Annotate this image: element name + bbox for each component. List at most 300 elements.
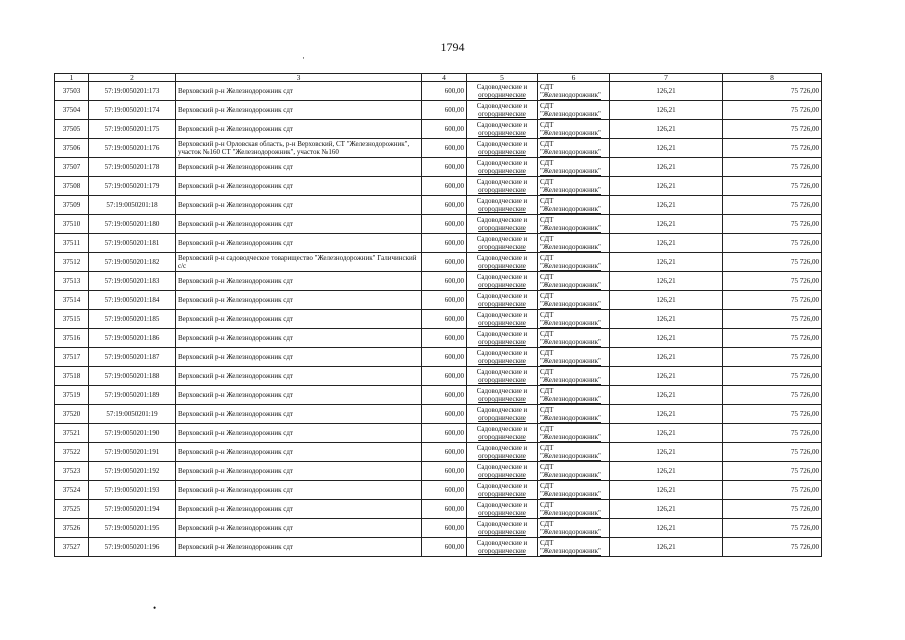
area-text: 600,00 [444,201,464,209]
cadastral-number-cell [89,291,176,310]
area-cell [422,424,467,443]
row-number-text: 37503 [62,87,81,95]
land-use-line-1: Садоводческие и [476,102,528,110]
organization-line-2: "Железнодорожник" [540,375,601,384]
land-use-cell [467,329,538,348]
specific-value-text: 126,21 [656,220,676,228]
specific-value-text: 126,21 [656,87,676,95]
cadastral-cost-cell [723,177,822,196]
specific-value-text: 126,21 [656,277,676,285]
organization-line-2: "Железнодорожник" [540,508,601,517]
specific-value-cell [610,348,723,367]
organization-line-2: "Железнодорожник" [540,147,601,156]
area-text: 600,00 [444,182,464,190]
cadastral-number-text: 57:19:0050201:175 [104,125,160,133]
cadastral-cost-cell [723,481,822,500]
cadastral-cost-text: 75 726,00 [791,410,819,418]
specific-value-text: 126,21 [656,505,676,513]
row-number-cell [55,538,89,557]
area-cell [422,538,467,557]
organization-cell [538,329,610,348]
cadastral-cost-text: 75 726,00 [791,315,819,323]
organization-line-1: СДТ [540,481,554,490]
land-use-line-2: огороднические [478,471,526,479]
address-text: Верховский р-н Железнодорожник сдт [178,410,293,418]
page-number: 1794 [440,40,465,54]
table-row [55,348,822,367]
organization-line-2: "Железнодорожник" [540,128,601,137]
specific-value-text: 126,21 [656,391,676,399]
organization-line-1: СДТ [540,500,554,509]
row-number-text: 37527 [62,543,81,551]
cadastral-number-text: 57:19:0050201:176 [104,144,160,152]
area-text: 600,00 [444,125,464,133]
area-text: 600,00 [444,334,464,342]
header-row [55,74,822,82]
land-use-line-2: огороднические [478,205,526,213]
cadastral-cost-text: 75 726,00 [791,524,819,532]
organization-cell [538,405,610,424]
specific-value-text: 126,21 [656,182,676,190]
land-use-line-1: Садоводческие и [476,83,528,91]
specific-value-text: 126,21 [656,410,676,418]
cadastral-number-cell [89,253,176,272]
cadastral-number-cell [89,177,176,196]
organization-line-1: СДТ [540,405,554,414]
organization-cell [538,500,610,519]
table-row [55,424,822,443]
organization-cell [538,291,610,310]
cadastral-cost-text: 75 726,00 [791,429,819,437]
specific-value-cell [610,196,723,215]
organization-line-1: СДТ [540,101,554,110]
land-use-line-1: Садоводческие и [476,406,528,414]
cadastral-number-text: 57:19:0050201:196 [104,543,160,551]
cadastral-number-cell [89,367,176,386]
specific-value-cell [610,386,723,405]
specific-value-cell [610,139,723,158]
address-text: Верховский р-н Железнодорожник сдт [178,201,293,209]
row-number-cell [55,424,89,443]
cadastral-cost-text: 75 726,00 [791,448,819,456]
address-text: Верховский р-н Железнодорожник сдт [178,296,293,304]
land-use-line-2: огороднические [478,452,526,460]
cadastral-number-cell [89,519,176,538]
cadastral-cost-text: 75 726,00 [791,87,819,95]
row-number-text: 37518 [62,372,81,380]
row-number-cell [55,310,89,329]
row-number-text: 37521 [62,429,81,437]
table-row [55,253,822,272]
address-cell [176,158,422,177]
address-cell [176,348,422,367]
land-use-line-1: Садоводческие и [476,121,528,129]
area-text: 600,00 [444,505,464,513]
cadastral-cost-text: 75 726,00 [791,467,819,475]
specific-value-text: 126,21 [656,163,676,171]
organization-line-2: "Железнодорожник" [540,432,601,441]
land-use-line-1: Садоводческие и [476,140,528,148]
land-use-cell [467,177,538,196]
land-use-line-2: огороднические [478,414,526,422]
cadastral-cost-cell [723,443,822,462]
row-number-cell [55,291,89,310]
organization-line-2: "Железнодорожник" [540,394,601,403]
area-text: 600,00 [444,353,464,361]
table-row [55,329,822,348]
address-cell [176,272,422,291]
organization-line-2: "Железнодорожник" [540,242,601,251]
land-use-line-1: Садоводческие и [476,501,528,509]
land-use-cell [467,519,538,538]
organization-cell [538,462,610,481]
land-use-cell [467,424,538,443]
area-text: 600,00 [444,448,464,456]
cadastral-cost-cell [723,291,822,310]
header-cell: 2 [89,74,176,82]
address-cell [176,234,422,253]
cadastral-number-text: 57:19:0050201:18 [106,201,158,209]
header-cell: 7 [610,74,723,82]
address-text: Верховский р-н Железнодорожник сдт [178,486,293,494]
row-number-text: 37512 [62,258,81,266]
specific-value-cell [610,424,723,443]
table-row [55,234,822,253]
organization-line-2: "Железнодорожник" [540,109,601,118]
cadastral-number-cell [89,424,176,443]
cadastral-cost-text: 75 726,00 [791,106,819,114]
organization-line-1: СДТ [540,177,554,186]
land-use-line-1: Садоводческие и [476,178,528,186]
organization-line-2: "Железнодорожник" [540,166,601,175]
area-cell [422,348,467,367]
row-number-cell [55,443,89,462]
row-number-text: 37526 [62,524,81,532]
organization-cell [538,348,610,367]
cadastral-number-cell [89,405,176,424]
land-use-cell [467,82,538,101]
cadastral-number-text: 57:19:0050201:185 [104,315,160,323]
land-use-cell [467,101,538,120]
cadastral-number-cell [89,348,176,367]
organization-cell [538,538,610,557]
row-number-text: 37515 [62,315,81,323]
row-number-text: 37523 [62,467,81,475]
address-text: Верховский р-н Железнодорожник сдт [178,429,293,437]
land-use-line-1: Садоводческие и [476,425,528,433]
organization-line-1: СДТ [540,158,554,167]
land-use-line-1: Садоводческие и [476,539,528,547]
organization-line-2: "Железнодорожник" [540,451,601,460]
land-use-cell [467,500,538,519]
area-cell [422,405,467,424]
cadastral-cost-text: 75 726,00 [791,505,819,513]
row-number-cell [55,367,89,386]
row-number-text: 37507 [62,163,81,171]
cadastral-number-cell [89,386,176,405]
row-number-cell [55,101,89,120]
address-text: Верховский р-н Железнодорожник сдт [178,277,293,285]
table-row [55,443,822,462]
land-use-line-2: огороднические [478,338,526,346]
cadastral-number-text: 57:19:0050201:195 [104,524,160,532]
area-cell [422,82,467,101]
organization-line-1: СДТ [540,291,554,300]
address-cell [176,291,422,310]
row-number-text: 37516 [62,334,81,342]
row-number-cell [55,158,89,177]
cadastral-number-text: 57:19:0050201:173 [104,87,160,95]
row-number-cell [55,500,89,519]
area-cell [422,329,467,348]
area-cell [422,500,467,519]
cadastral-cost-cell [723,120,822,139]
address-cell [176,424,422,443]
organization-cell [538,367,610,386]
address-cell [176,120,422,139]
organization-line-2: "Железнодорожник" [540,90,601,99]
area-text: 600,00 [444,87,464,95]
area-cell [422,443,467,462]
cadastral-cost-text: 75 726,00 [791,334,819,342]
organization-line-1: СДТ [540,443,554,452]
address-text: Верховский р-н Железнодорожник сдт [178,182,293,190]
address-text: Верховский р-н Железнодорожник сдт [178,106,293,114]
cadastral-cost-text: 75 726,00 [791,543,819,551]
address-text: Верховский р-н Железнодорожник сдт [178,163,293,171]
specific-value-cell [610,500,723,519]
organization-cell [538,443,610,462]
specific-value-text: 126,21 [656,524,676,532]
cadastral-number-text: 57:19:0050201:189 [104,391,160,399]
row-number-cell [55,462,89,481]
area-cell [422,215,467,234]
row-number-text: 37520 [62,410,81,418]
specific-value-text: 126,21 [656,486,676,494]
cadastral-number-text: 57:19:0050201:19 [106,410,158,418]
specific-value-cell [610,120,723,139]
area-cell [422,272,467,291]
cadastral-cost-cell [723,310,822,329]
header-cell: 6 [538,74,610,82]
land-use-line-1: Садоводческие и [476,520,528,528]
land-use-line-2: огороднические [478,224,526,232]
cadastral-cost-text: 75 726,00 [791,277,819,285]
cadastral-cost-text: 75 726,00 [791,182,819,190]
area-text: 600,00 [444,239,464,247]
specific-value-cell [610,367,723,386]
cadastral-cost-cell [723,158,822,177]
land-use-cell [467,462,538,481]
organization-line-2: "Железнодорожник" [540,318,601,327]
cadastral-cost-cell [723,405,822,424]
land-use-line-1: Садоводческие и [476,330,528,338]
address-cell [176,443,422,462]
area-text: 600,00 [444,543,464,551]
area-cell [422,519,467,538]
land-use-line-1: Садоводческие и [476,159,528,167]
organization-line-1: СДТ [540,215,554,224]
organization-line-2: "Железнодорожник" [540,185,601,194]
address-cell [176,500,422,519]
land-use-line-2: огороднические [478,243,526,251]
specific-value-text: 126,21 [656,353,676,361]
organization-cell [538,481,610,500]
cadastral-cost-cell [723,462,822,481]
cadastral-cost-cell [723,329,822,348]
area-text: 600,00 [444,106,464,114]
land-use-line-1: Садоводческие и [476,292,528,300]
specific-value-cell [610,329,723,348]
cadastral-cost-cell [723,272,822,291]
cadastral-cost-cell [723,139,822,158]
table-row [55,500,822,519]
row-number-text: 37524 [62,486,81,494]
organization-line-2: "Железнодорожник" [540,470,601,479]
land-use-line-2: огороднические [478,395,526,403]
land-use-line-2: огороднические [478,129,526,137]
organization-line-1: СДТ [540,253,554,262]
cadastral-cost-text: 75 726,00 [791,258,819,266]
specific-value-text: 126,21 [656,106,676,114]
specific-value-cell [610,177,723,196]
cadastral-number-text: 57:19:0050201:192 [104,467,160,475]
cadastral-cost-cell [723,424,822,443]
land-use-cell [467,139,538,158]
land-use-line-1: Садоводческие и [476,482,528,490]
cadastral-number-cell [89,234,176,253]
cadastral-cost-cell [723,196,822,215]
land-use-cell [467,158,538,177]
cadastral-number-cell [89,443,176,462]
header-cell: 3 [176,74,422,82]
cadastral-number-text: 57:19:0050201:183 [104,277,160,285]
area-text: 600,00 [444,296,464,304]
land-use-line-1: Садоводческие и [476,444,528,452]
specific-value-text: 126,21 [656,372,676,380]
row-number-cell [55,82,89,101]
land-use-cell [467,272,538,291]
area-cell [422,462,467,481]
area-cell [422,234,467,253]
row-number-cell [55,177,89,196]
area-cell [422,101,467,120]
cadastral-cost-text: 75 726,00 [791,239,819,247]
row-number-cell [55,234,89,253]
area-text: 600,00 [444,258,464,266]
land-use-line-2: огороднические [478,262,526,270]
organization-line-2: "Железнодорожник" [540,299,601,308]
cadastral-number-text: 57:19:0050201:178 [104,163,160,171]
organization-line-1: СДТ [540,424,554,433]
row-number-cell [55,519,89,538]
organization-cell [538,272,610,291]
land-use-cell [467,538,538,557]
area-cell [422,196,467,215]
area-cell [422,481,467,500]
specific-value-text: 126,21 [656,315,676,323]
land-use-line-2: огороднические [478,300,526,308]
land-use-line-2: огороднические [478,490,526,498]
land-use-cell [467,348,538,367]
cadastral-cost-text: 75 726,00 [791,372,819,380]
row-number-text: 37506 [62,144,81,152]
land-use-cell [467,443,538,462]
organization-line-1: СДТ [540,386,554,395]
cadastral-number-text: 57:19:0050201:186 [104,334,160,342]
area-text: 600,00 [444,163,464,171]
address-text: Верховский р-н Железнодорожник сдт [178,220,293,228]
address-text: Верховский р-н Железнодорожник сдт [178,448,293,456]
area-text: 600,00 [444,315,464,323]
area-text: 600,00 [444,410,464,418]
address-cell [176,253,422,272]
row-number-text: 37519 [62,391,81,399]
cadastral-number-text: 57:19:0050201:194 [104,505,160,513]
cadastral-number-cell [89,120,176,139]
cadastral-cost-text: 75 726,00 [791,220,819,228]
organization-cell [538,234,610,253]
cadastral-cost-cell [723,215,822,234]
address-cell [176,462,422,481]
table-row [55,120,822,139]
cadastral-number-cell [89,500,176,519]
table-row [55,538,822,557]
address-cell [176,177,422,196]
cadastral-cost-cell [723,348,822,367]
table-row [55,139,822,158]
cadastral-cost-text: 75 726,00 [791,163,819,171]
cadastral-number-text: 57:19:0050201:187 [104,353,160,361]
area-text: 600,00 [444,486,464,494]
organization-line-1: СДТ [540,234,554,243]
specific-value-cell [610,272,723,291]
specific-value-cell [610,519,723,538]
land-use-line-1: Садоводческие и [476,368,528,376]
address-cell [176,519,422,538]
area-cell [422,158,467,177]
organization-cell [538,215,610,234]
organization-line-1: СДТ [540,519,554,528]
cadastral-table [54,73,822,557]
area-text: 600,00 [444,277,464,285]
land-use-cell [467,234,538,253]
cadastral-cost-cell [723,234,822,253]
address-text: Верховский р-н Железнодорожник сдт [178,467,293,475]
header-cell: 5 [467,74,538,82]
address-text: Верховский р-н Железнодорожник сдт [178,315,293,323]
area-text: 600,00 [444,144,464,152]
land-use-cell [467,196,538,215]
scan-speck: · [302,53,305,63]
organization-cell [538,253,610,272]
land-use-cell [467,310,538,329]
specific-value-text: 126,21 [656,543,676,551]
organization-line-1: СДТ [540,329,554,338]
land-use-line-2: огороднические [478,376,526,384]
cadastral-number-cell [89,538,176,557]
table-row [55,481,822,500]
specific-value-cell [610,462,723,481]
specific-value-cell [610,310,723,329]
cadastral-number-text: 57:19:0050201:193 [104,486,160,494]
cadastral-cost-cell [723,367,822,386]
organization-line-1: СДТ [540,82,554,91]
specific-value-cell [610,82,723,101]
specific-value-cell [610,101,723,120]
cadastral-number-cell [89,310,176,329]
row-number-cell [55,405,89,424]
